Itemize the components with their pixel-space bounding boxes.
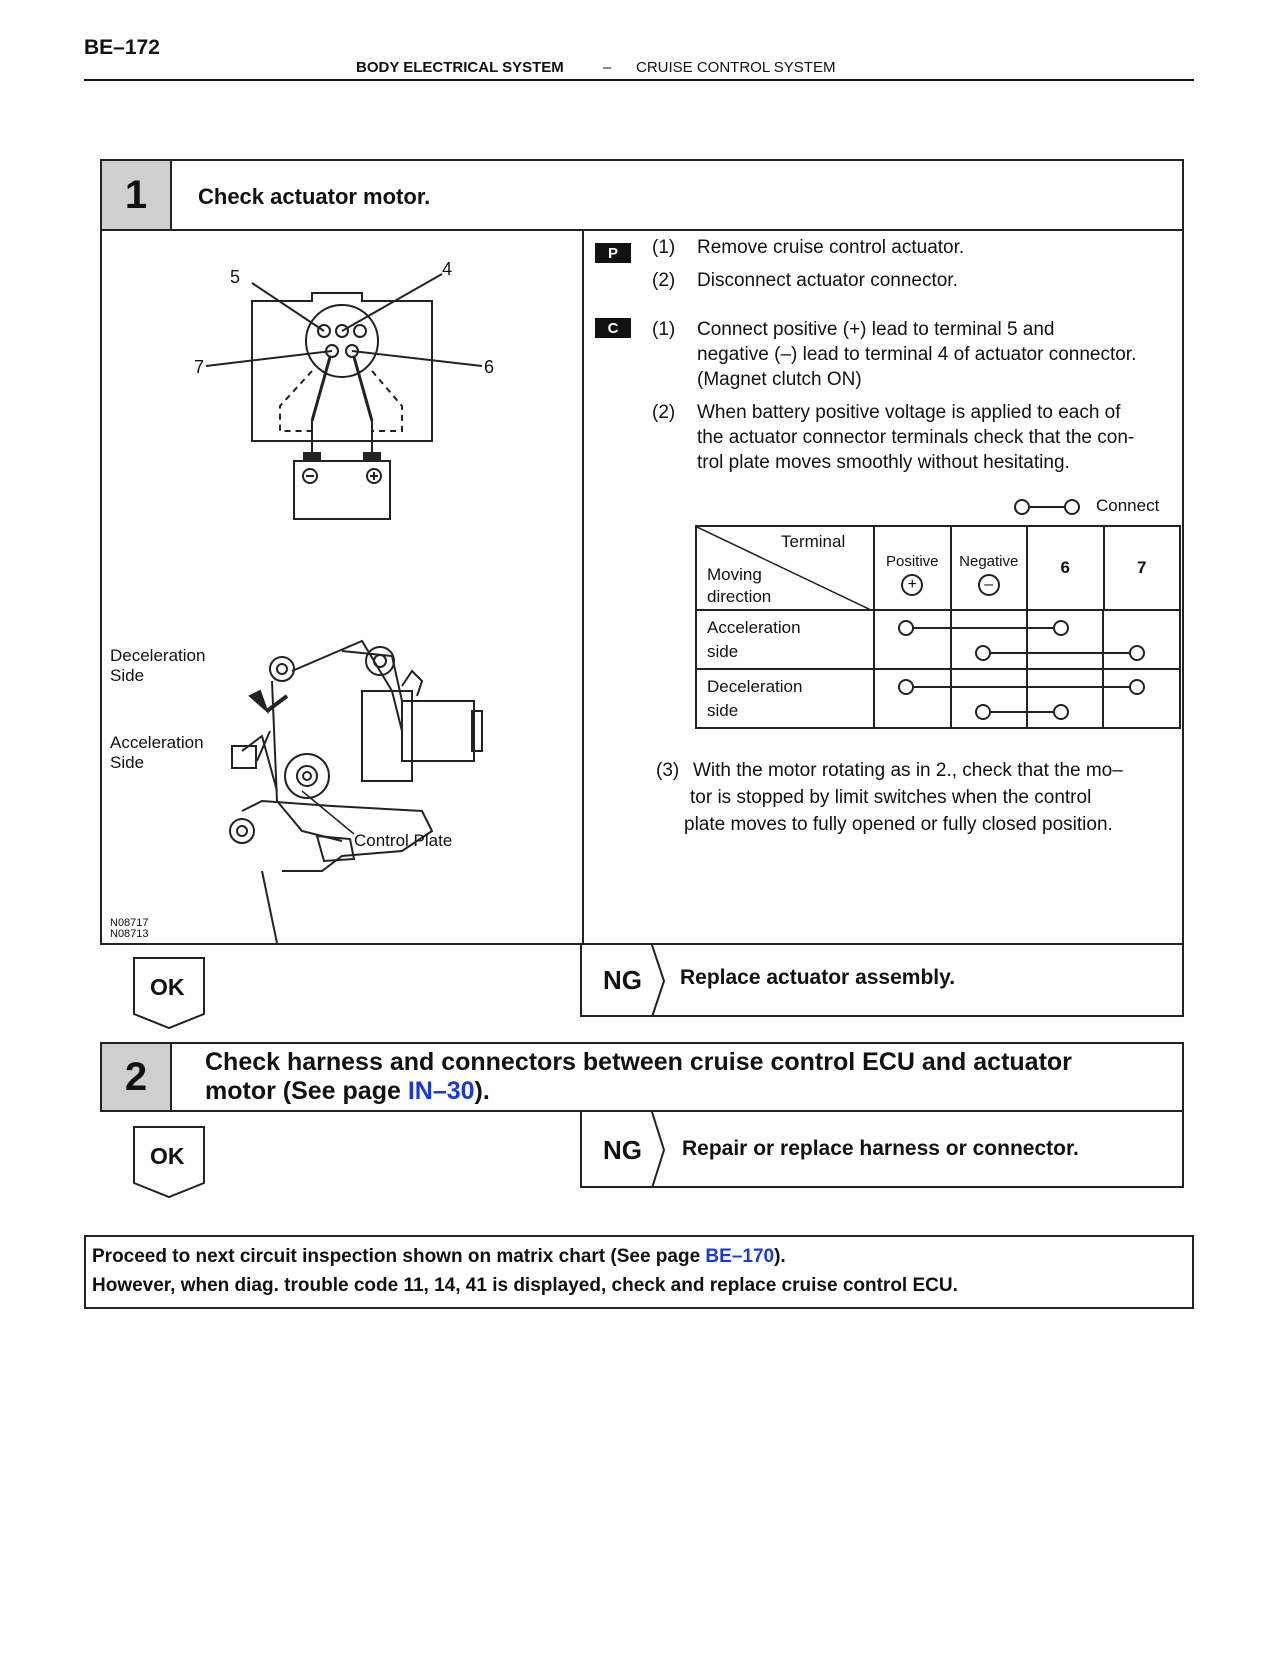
corner-label-direction: direction (707, 587, 772, 606)
prep-item-2-num: (2) (652, 270, 676, 291)
step1-ng-label: NG (603, 965, 642, 995)
acceleration-label-1: Acceleration (110, 733, 204, 752)
acceleration-connections (875, 611, 1179, 668)
step1-ng-action: Replace actuator assembly. (680, 966, 956, 989)
negative-label: Negative (959, 553, 1019, 570)
accel-negative-node (976, 646, 990, 660)
row-label-deceleration-2: side (707, 700, 739, 720)
step1-ok-label: OK (150, 974, 185, 1000)
step2-number-box (102, 1044, 172, 1110)
step1-column-divider (582, 231, 584, 945)
step2-ng-action: Repair or replace harness or connector. (682, 1137, 1079, 1160)
check-item-3-line-1: With the motor rotating as in 2., check that the mo– (693, 760, 1123, 781)
deceleration-label-1: Deceleration (110, 646, 206, 665)
check-item-2-num: (2) (652, 402, 676, 423)
column-header-negative (951, 526, 1028, 610)
table-row-deceleration (696, 669, 1180, 728)
decel-positive-node (899, 680, 913, 694)
step1-number-box (102, 161, 172, 229)
step1-title: Check actuator motor. (198, 184, 431, 209)
deceleration-connections (875, 670, 1179, 727)
figure-code-2: N08713 (110, 928, 149, 940)
header-separator: – (603, 59, 612, 76)
decel-negative-node (976, 705, 990, 719)
column-header-7: 7 (1104, 526, 1181, 610)
prep-item-1-num: (1) (652, 237, 676, 258)
row-label-acceleration (696, 610, 874, 669)
check-item-1-line-2: negative (–) lead to terminal 4 of actuator connector. (697, 344, 1137, 365)
step2-title-post: ). (474, 1077, 490, 1105)
prep-item-2-text: Disconnect actuator connector. (697, 270, 958, 291)
check-item-2-line-3: trol plate moves smoothly without hesitating. (697, 452, 1070, 473)
deceleration-connections-cell (874, 669, 1180, 728)
table-row-acceleration (696, 610, 1180, 669)
terminal-connection-table (695, 525, 1181, 729)
accel-6-node (1054, 621, 1068, 635)
actuator-drawing (230, 641, 482, 943)
row-label-deceleration (696, 669, 874, 728)
step1-number: 1 (124, 172, 148, 217)
decel-6-node (1054, 705, 1068, 719)
proceed-line-2: However, when diag. trouble code 11, 14, 41 is displayed, check and replace cruise control ECU. (92, 1275, 958, 1296)
connect-legend-label: Connect (1096, 496, 1160, 515)
step2-title-line-1: Check harness and connectors between cruise control ECU and actuator (205, 1048, 1072, 1076)
row-label-acceleration-2: side (707, 641, 739, 661)
check-item-2-line-1: When battery positive voltage is applied to each of (697, 402, 1121, 423)
deceleration-label-2: Side (110, 666, 145, 685)
positive-label: Positive (885, 553, 939, 570)
corner-label-terminal: Terminal (781, 532, 846, 551)
page-number: BE–172 (84, 36, 160, 59)
check-item-1-line-1: Connect positive (+) lead to terminal 5 and (697, 319, 1055, 340)
table-corner-cell (696, 526, 874, 610)
acceleration-connections-cell (874, 610, 1180, 669)
decel-7-node (1130, 680, 1144, 694)
check-item-3-line-3: plate moves to fully opened or fully closed position. (684, 814, 1113, 835)
check-item-3-num: (3) (656, 760, 680, 781)
check-item-1-num: (1) (652, 319, 676, 340)
connector-diagram (206, 274, 482, 519)
acceleration-label-2: Side (110, 753, 145, 772)
terminal-label-5: 5 (230, 267, 241, 287)
subsection-title: CRUISE CONTROL SYSTEM (636, 59, 836, 76)
row-label-deceleration-1: Deceleration (707, 676, 803, 696)
proceed-page-link[interactable]: BE–170 (705, 1246, 775, 1267)
check-item-1-line-3: (Magnet clutch ON) (697, 369, 862, 390)
prep-badge: P (595, 243, 631, 263)
control-plate-label: Control Plate (354, 831, 453, 850)
column-header-positive (874, 526, 951, 610)
step2-title-pre: motor (See page (205, 1077, 408, 1105)
step2-number: 2 (124, 1054, 148, 1099)
check-item-3-line-2: tor is stopped by limit switches when the control (690, 787, 1092, 808)
section-title: BODY ELECTRICAL SYSTEM (356, 59, 564, 76)
terminal-label-6: 6 (484, 357, 495, 377)
row-label-acceleration-1: Acceleration (707, 617, 801, 637)
corner-label-moving: Moving (707, 565, 762, 584)
proceed-line-1 (92, 1246, 786, 1268)
table-header-row (696, 526, 1180, 610)
prep-item-1-text: Remove cruise control actuator. (697, 237, 965, 258)
check-badge: C (595, 318, 631, 338)
negative-symbol: – (978, 574, 1000, 596)
proceed-line-1-pre: Proceed to next circuit inspection shown on matrix chart (See page (92, 1246, 706, 1267)
accel-positive-node (899, 621, 913, 635)
accel-7-node (1130, 646, 1144, 660)
step2-ok-label: OK (150, 1143, 185, 1169)
header-rule (84, 79, 1194, 81)
terminal-label-4: 4 (442, 259, 453, 279)
step2-ng-chevron (650, 1112, 670, 1188)
step2-page-link[interactable]: IN–30 (407, 1077, 475, 1105)
step2-ng-label: NG (603, 1135, 642, 1165)
positive-symbol: + (901, 574, 923, 596)
figure-code-1: N08717 (110, 917, 149, 929)
actuator-figure (102, 231, 582, 943)
proceed-line-1-post: ). (774, 1246, 786, 1267)
control-plate-leader (302, 791, 354, 834)
connect-legend-symbol (1013, 497, 1083, 517)
terminal-label-7: 7 (194, 357, 205, 377)
check-item-2-line-2: the actuator connector terminals check that the con- (697, 427, 1135, 448)
step2-title-line-2 (205, 1077, 490, 1106)
column-header-6: 6 (1027, 526, 1104, 610)
step1-ng-chevron (650, 945, 670, 1017)
